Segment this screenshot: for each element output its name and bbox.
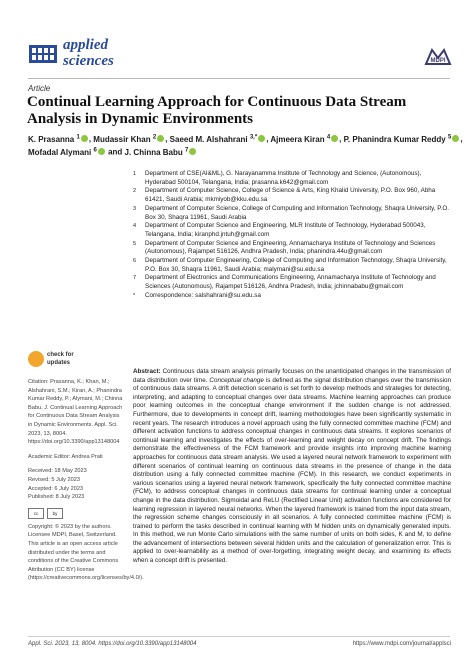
author-affiliation-marker: 2 [152, 134, 157, 140]
journal-name-line1: applied [63, 37, 108, 53]
author[interactable] [344, 135, 461, 144]
author[interactable] [28, 148, 106, 157]
journal-logo-icon [28, 42, 58, 66]
received-date: Received: 18 May 2023 [28, 468, 87, 475]
author-name[interactable]: J. Chinna Babu [124, 147, 183, 157]
author[interactable] [270, 135, 339, 144]
affiliation-text: Department of Electronics and Communications Engineering, Annamacharya Institute of Technology and Sciences (Autonomous), Rajampet 516126, Andhra Pradesh, India; jchinnababu@gmail.com [145, 274, 436, 291]
published-date: Published: 8 July 2023 [28, 494, 85, 501]
check-for-updates-text-1[interactable]: check for [47, 352, 74, 358]
abstract-italic-term: Conceptual change [209, 376, 264, 384]
cc-icon: cc [28, 508, 44, 519]
abstract-text-2: is defined as the signal distribution changes over the transmission of continuous data streams. A drift detection scenario is set forth to develop methods and strategies for detecting, interpreting, and adapting to conceptual changes over data streams. Machine learning approaches can produce poor learning outcomes in the conceptual change environment if the sudden change is not addressed. Furthermore, due to developments in concept drift, learning methodologies have been significantly systematic in recent years. The research introduces a novel approach using the fully connected committee machine (FCM) and different activation functions to address conceptual changes in continuous data streams. It explores scenarios of continual learning and investigates the effects of over-learning and weight decay on concept drift. The findings demonstrate the effectiveness of the FCM framework and provide insights into improving machine learning approaches for continuous data stream analysis. We used a layered neural network framework to experiment with different scenarios of continual learning on continuous data streams in the presence of change in the data distribution using a fully connected committee machine (FCM). In this research, we conduct experiments in various scenarios using a layered neural network framework, specifically the fully connected committee machine (FCM), to address conceptual changes in continuous data streams for continual learning under a conceptual change in the data distribution. Sigmoidal and ReLU (Rectified Linear Unit) activation functions are considered for learning regression in layered neural networks. When the layered framework is trained from the input data stream, the regression scheme changes consciously in all scenarios. A fully connected committee machine (FCM) is trained to perform the tasks described in continual learning with M hidden units on dynamically generated inputs. In this method, we run Monte Carlo simulations with the same number of units on both sides, K and M, to define the advancement of intersections between several hidden units and the calculation of generalization error. This is applied to over-learnability as a method of over-forgetting, integrating weight decay, and examining its effects when a concept drift is presented. [133, 376, 452, 565]
article-title-line1: Continual Learning Approach for Continuous Data Stream [27, 94, 407, 110]
affiliation-number: 2 [133, 188, 137, 195]
mdpi-wordmark: MDPI [430, 58, 446, 64]
author-affiliation-marker: 6 [93, 147, 97, 153]
by-icon: by [47, 508, 63, 519]
dates-block [28, 467, 124, 501]
author-name[interactable]: Mofadal Alymani [28, 147, 92, 157]
author-affiliation-marker: 3,* [249, 134, 258, 140]
affiliation-text: Department of Computer Science and Engineering, MLR Institute of Technology, Hyderabad 500043, Telangana, India; kiranphd.jntuh@gmail.com [145, 222, 426, 238]
abstract-label: Abstract: [133, 368, 161, 375]
affiliation-number: 1 [133, 171, 137, 177]
header-divider [28, 78, 450, 79]
affiliations-list [133, 170, 451, 301]
author[interactable] [93, 135, 165, 144]
orcid-icon[interactable] [81, 135, 88, 142]
orcid-icon[interactable] [98, 148, 105, 155]
affiliation-text: Department of Computer Engineering, College of Computing and Information Technology, Shaqra University, P.O. Box 30, Shaqra 11961, Saudi Arabia; malymani@su.edu.sa [145, 257, 447, 273]
affiliation-item [133, 292, 451, 301]
journal-name-line2: sciences [63, 53, 114, 69]
orcid-icon[interactable] [258, 135, 265, 142]
affiliation-item [133, 205, 451, 222]
affiliation-item [133, 170, 451, 187]
cc-license-badge[interactable] [28, 508, 124, 519]
abstract [133, 368, 451, 566]
author-name[interactable]: P. Phanindra Kumar Reddy [343, 134, 446, 144]
author-name[interactable]: Ajmeera Kiran [270, 134, 325, 144]
affiliation-number: 6 [133, 258, 137, 265]
author-affiliation-marker: 7 [185, 147, 189, 153]
footer-citation[interactable]: Appl. Sci. 2023, 13, 8004. https://doi.org/10.3390/app13148004 [28, 641, 197, 647]
orcid-icon[interactable] [452, 135, 459, 142]
revised-date: Revised: 5 July 2023 [28, 476, 80, 483]
footer-journal-url[interactable]: https://www.mdpi.com/journal/applsci [352, 641, 451, 647]
author-affiliation-marker: 5 [447, 134, 452, 140]
orcid-icon[interactable] [157, 135, 164, 142]
article-title-line2: Analysis in Dynamic Environments [27, 111, 254, 127]
affiliation-text: Department of CSE(AI&ML), G. Narayanamma Institute of Technology and Science, (Autonomous), Hyderabad 500104, Telangana, India; prasanna.k642@gmail.com [145, 170, 422, 186]
affiliation-number: 7 [133, 275, 137, 282]
abstract-text-1: Continuous data stream analysis primarily focuses on the unanticipated changes in the transmission of data distribution over time. [133, 368, 451, 384]
copyright-block: Copyright: © 2023 by the authors. Licensee MDPI, Basel, Switzerland. This article is an open access article distributed under the terms and conditions of the Creative Commons Attribution (CC BY) license (https://creativecommons.org/licenses/by/4.0/). [28, 523, 144, 582]
article-type-label: Article [28, 84, 51, 93]
affiliation-item [133, 274, 451, 291]
author-affiliation-marker: 4 [326, 134, 331, 140]
check-for-updates-text-2[interactable]: updates [47, 360, 71, 366]
author[interactable] [28, 135, 89, 144]
affiliation-text: Department of Computer Science and Engineering, Annamacharya Institute of Technology and Sciences (Autonomous), Rajampet 516126, Andhra Pradesh, India; phanindra.44u@gmail.com [145, 239, 436, 256]
author[interactable] [170, 135, 267, 144]
author-name[interactable]: Mudassir Khan [93, 134, 151, 144]
affiliation-item [133, 187, 451, 204]
affiliation-item [133, 257, 451, 274]
author-name[interactable]: K. Prasanna [28, 134, 75, 144]
affiliation-number: * [133, 292, 136, 299]
affiliation-text: Department of Computer Science, College of Science & Arts, King Khalid University, P.O. Box 960, Abha 61421, Saudi Arabia; mkmiyob@kku.edu.sa [145, 187, 436, 204]
orcid-icon[interactable] [189, 148, 196, 155]
affiliation-text: Department of Computer Science, College of Computing and Information Technology, Shaqra University, P.O. Box 30, Shaqra 11961, Saudi Arabia [145, 204, 450, 221]
author-affiliation-marker: 1 [76, 134, 80, 140]
affiliation-item [133, 222, 451, 239]
affiliation-number: 5 [133, 240, 137, 247]
affiliation-text: Correspondence: salshahrani@su.edu.sa [145, 291, 261, 299]
affiliation-item [133, 240, 451, 257]
affiliation-number: 3 [133, 205, 137, 212]
footer-divider [28, 636, 450, 637]
mdpi-logo-icon [424, 46, 452, 66]
affiliation-number: 4 [133, 223, 137, 230]
author-name[interactable]: Saeed M. Alshahrani [169, 134, 248, 144]
article-sidebar [28, 378, 144, 589]
academic-editor: Academic Editor: Andrea Prati [28, 453, 103, 460]
orcid-icon[interactable] [331, 135, 338, 142]
author-list-line1: K. Prasanna $^1$ , Mudassir Khan $^2$ , Saeed M. Alshahrani $^{3,*}$ , Ajmeera Kiran $^4$ , P. Phanindra Kumar Reddy $^5$ , [28, 134, 463, 144]
accepted-date: Accepted: 6 July 2023 [28, 485, 84, 492]
check-for-updates-icon[interactable] [28, 351, 44, 367]
citation-block: Citation: Prasanna, K.; Khan, M.; Alshahrani, S.M.; Kiran, A.; Phanindra Kumar Reddy, P.; Alymani, M.; Chinna Babu, J. Continual Learning Approach for Continuous Data Stream Analysis in Dynamic Environments. Appl. Sci. 2023, 13, 8004. https://doi.org/10.3390/app13148004 [28, 379, 123, 446]
author-list-line2: Mofadal Alymani $^6$ and J. Chinna Babu $^7$ [28, 147, 197, 157]
author[interactable] [125, 148, 198, 157]
